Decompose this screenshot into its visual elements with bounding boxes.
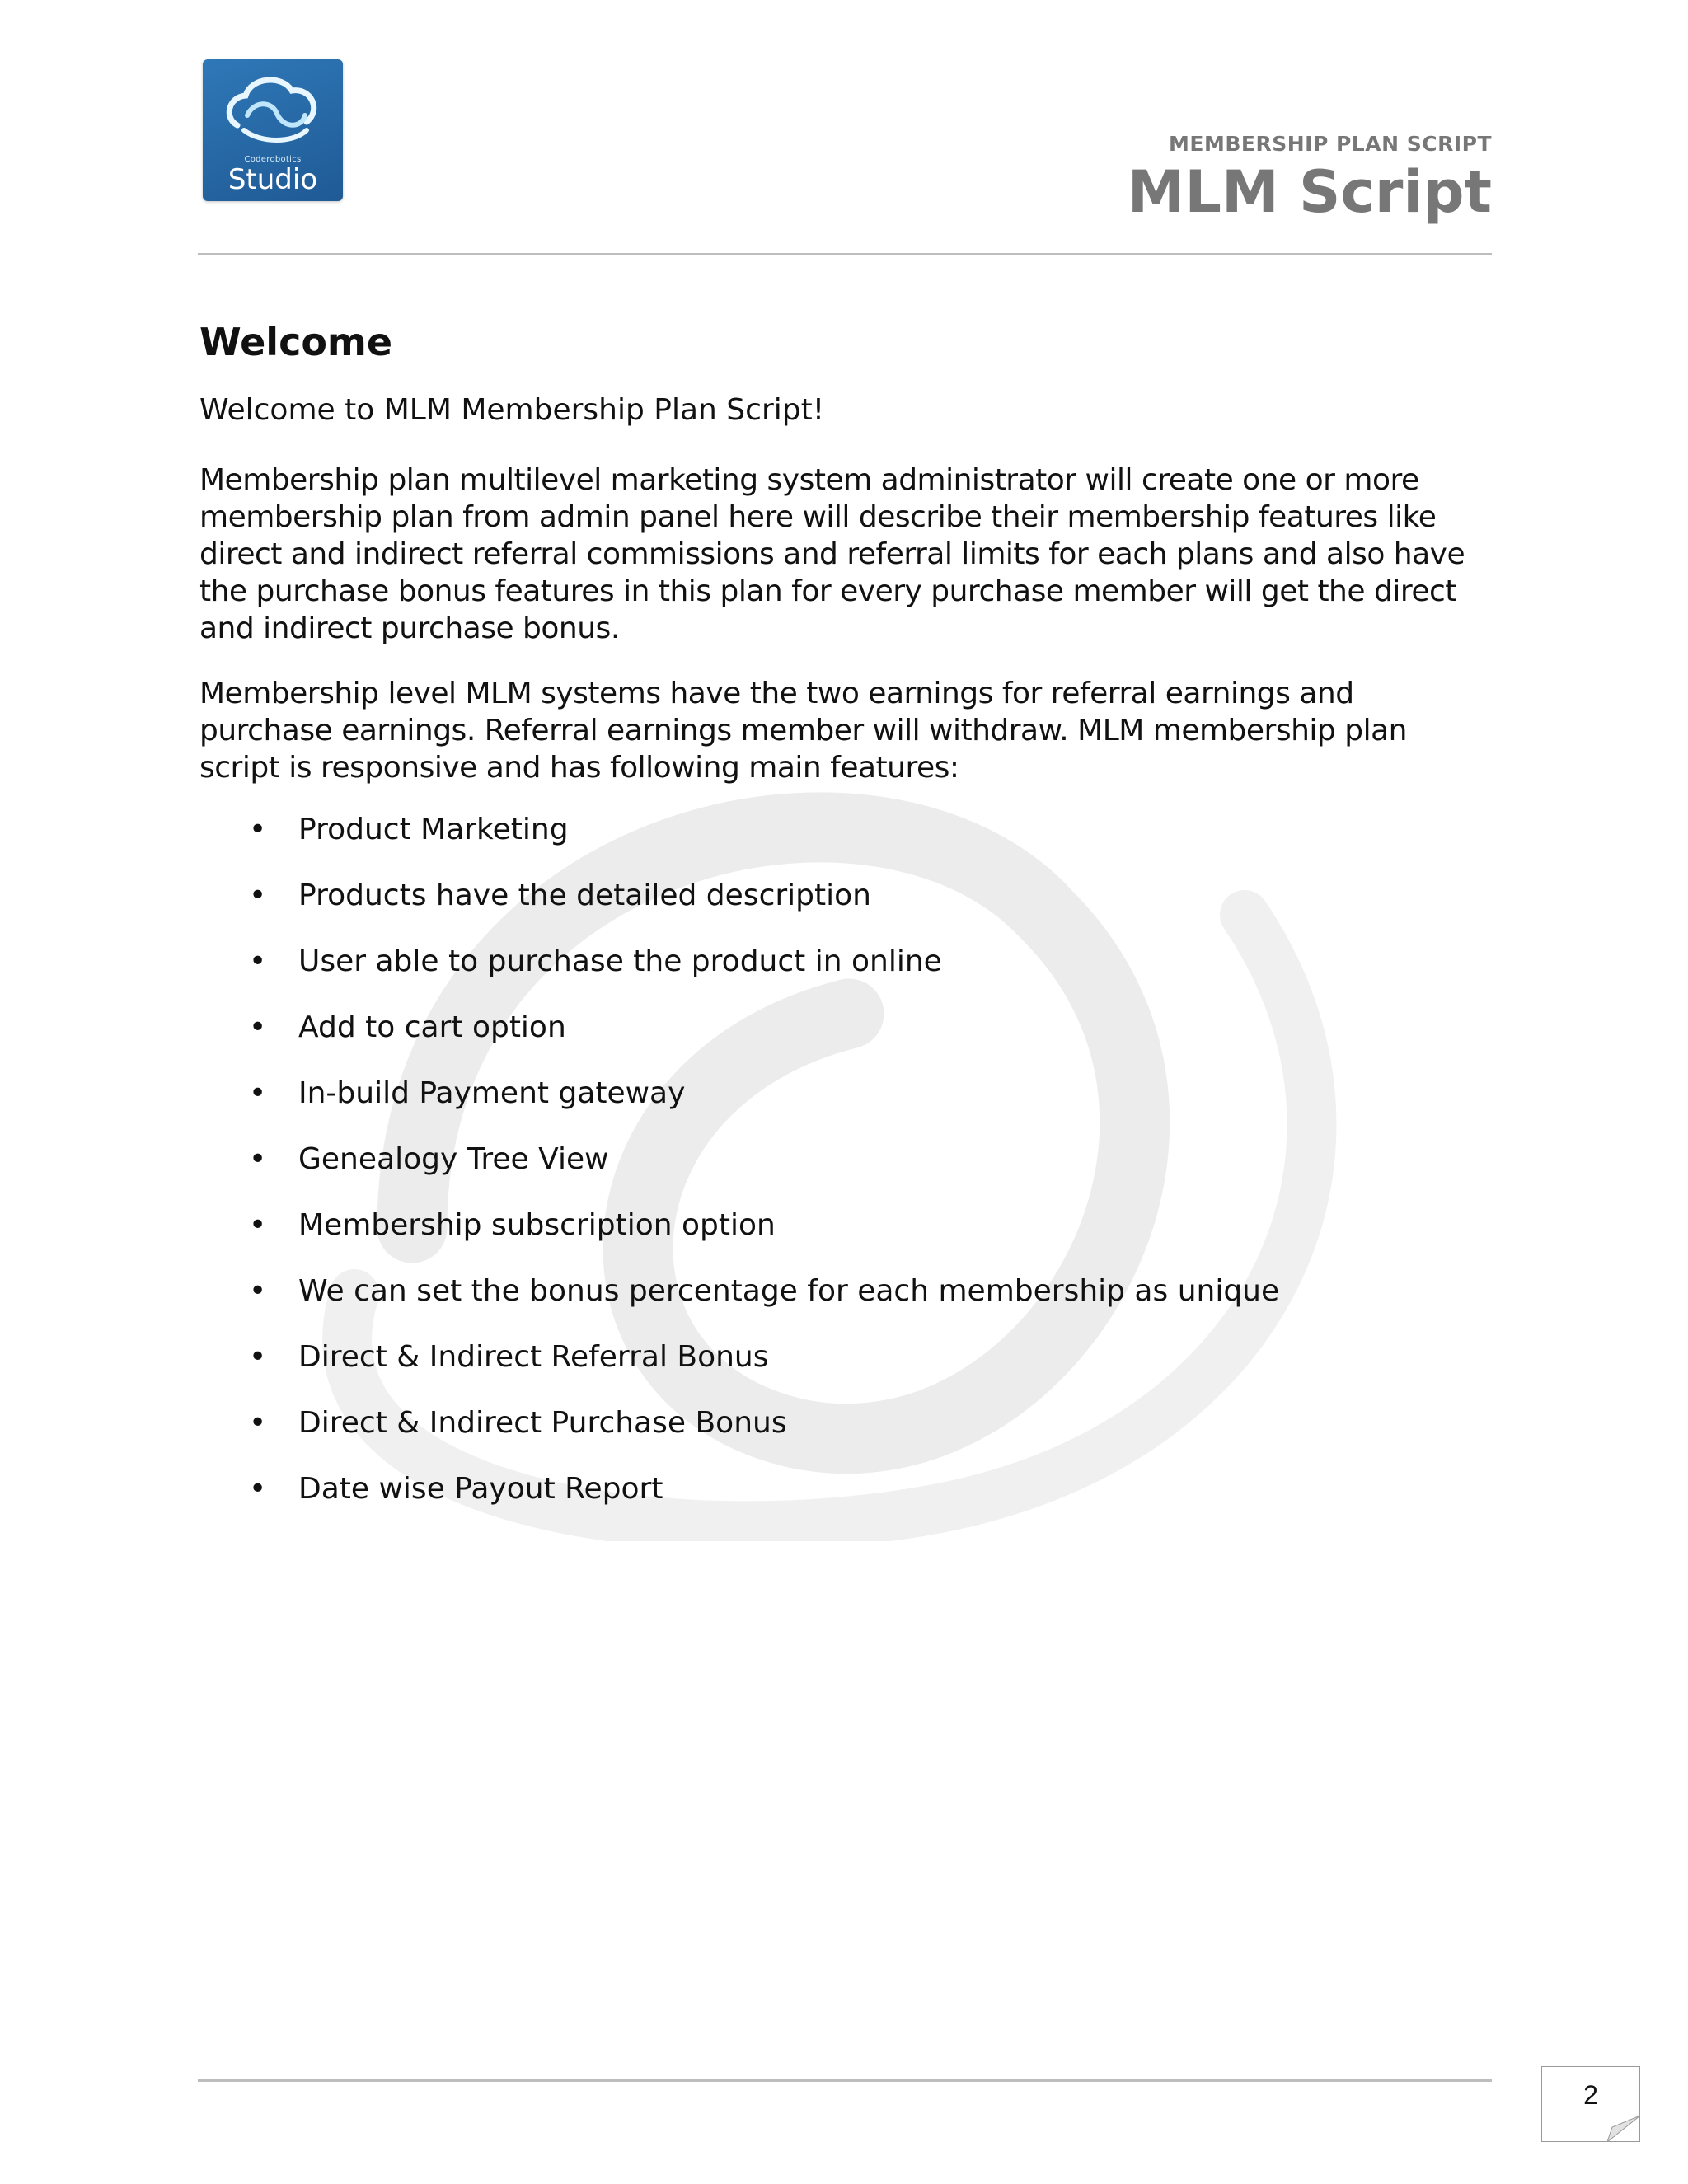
welcome-intro: Welcome to MLM Membership Plan Script! bbox=[199, 393, 825, 427]
bullet-icon: • bbox=[249, 944, 267, 978]
bullet-icon: • bbox=[249, 1076, 267, 1110]
feature-list-item bbox=[199, 943, 1493, 1009]
logo-studio-text: Studio bbox=[227, 163, 318, 196]
description-paragraph-2: Membership level MLM systems have the two earnings for referral earnings and purchase earnings. Referral earnings member will withdraw. MLM membership plan script is responsive and has following main features: bbox=[199, 677, 1407, 785]
page-number-box bbox=[1541, 2066, 1640, 2142]
bullet-icon: • bbox=[249, 1340, 267, 1374]
bullet-icon: • bbox=[249, 1406, 267, 1440]
header-subtitle: MEMBERSHIP PLAN SCRIPT bbox=[1169, 132, 1492, 156]
feature-text: Products have the detailed description bbox=[298, 879, 871, 912]
header-title: MLM Script bbox=[1127, 158, 1492, 226]
feature-text: In-build Payment gateway bbox=[298, 1076, 686, 1110]
header-divider bbox=[198, 253, 1492, 255]
bullet-icon: • bbox=[249, 1010, 267, 1044]
footer-divider bbox=[198, 2079, 1492, 2082]
feature-text: User able to purchase the product in online bbox=[298, 944, 942, 978]
feature-text: Product Marketing bbox=[298, 813, 569, 846]
feature-list-item bbox=[199, 1272, 1493, 1338]
bullet-icon: • bbox=[249, 1274, 267, 1308]
feature-text: Genealogy Tree View bbox=[298, 1142, 609, 1176]
bullet-icon: • bbox=[249, 1142, 267, 1176]
feature-list bbox=[199, 811, 1493, 1536]
feature-list-item bbox=[199, 811, 1493, 877]
bullet-icon: • bbox=[249, 1472, 267, 1506]
feature-list-item bbox=[199, 1207, 1493, 1272]
feature-list-item bbox=[199, 1075, 1493, 1141]
feature-list-item bbox=[199, 877, 1493, 943]
feature-list-item bbox=[199, 1141, 1493, 1207]
bullet-icon: • bbox=[249, 813, 267, 846]
feature-text: Direct & Indirect Purchase Bonus bbox=[298, 1406, 787, 1440]
page-number: 2 bbox=[1583, 2080, 1598, 2110]
feature-list-item bbox=[199, 1338, 1493, 1404]
description-paragraph-1: Membership plan multilevel marketing system administrator will create one or more membership plan from admin panel here will describe their membership features like direct and indirect referral commissions and referral limits for each plans and also have the purchase bonus features in this plan for every purchase member will get the direct and indirect purchase bonus. bbox=[199, 463, 1465, 645]
main-content bbox=[199, 317, 1493, 1536]
bullet-icon: • bbox=[249, 879, 267, 912]
feature-text: Add to cart option bbox=[298, 1010, 566, 1044]
feature-list-item bbox=[199, 1404, 1493, 1470]
logo-small-text: Coderobotics bbox=[244, 155, 302, 164]
feature-list-item bbox=[199, 1009, 1493, 1075]
company-logo bbox=[203, 59, 343, 201]
feature-text: We can set the bonus percentage for each membership as unique bbox=[298, 1274, 1280, 1308]
page-curl-icon bbox=[1607, 2116, 1640, 2142]
welcome-heading: Welcome bbox=[199, 320, 393, 364]
feature-list-item bbox=[199, 1470, 1493, 1536]
feature-text: Direct & Indirect Referral Bonus bbox=[298, 1340, 769, 1374]
feature-text: Date wise Payout Report bbox=[298, 1472, 663, 1506]
feature-text: Membership subscription option bbox=[298, 1208, 776, 1242]
cloud-loop-icon bbox=[219, 68, 326, 154]
bullet-icon: • bbox=[249, 1208, 267, 1242]
